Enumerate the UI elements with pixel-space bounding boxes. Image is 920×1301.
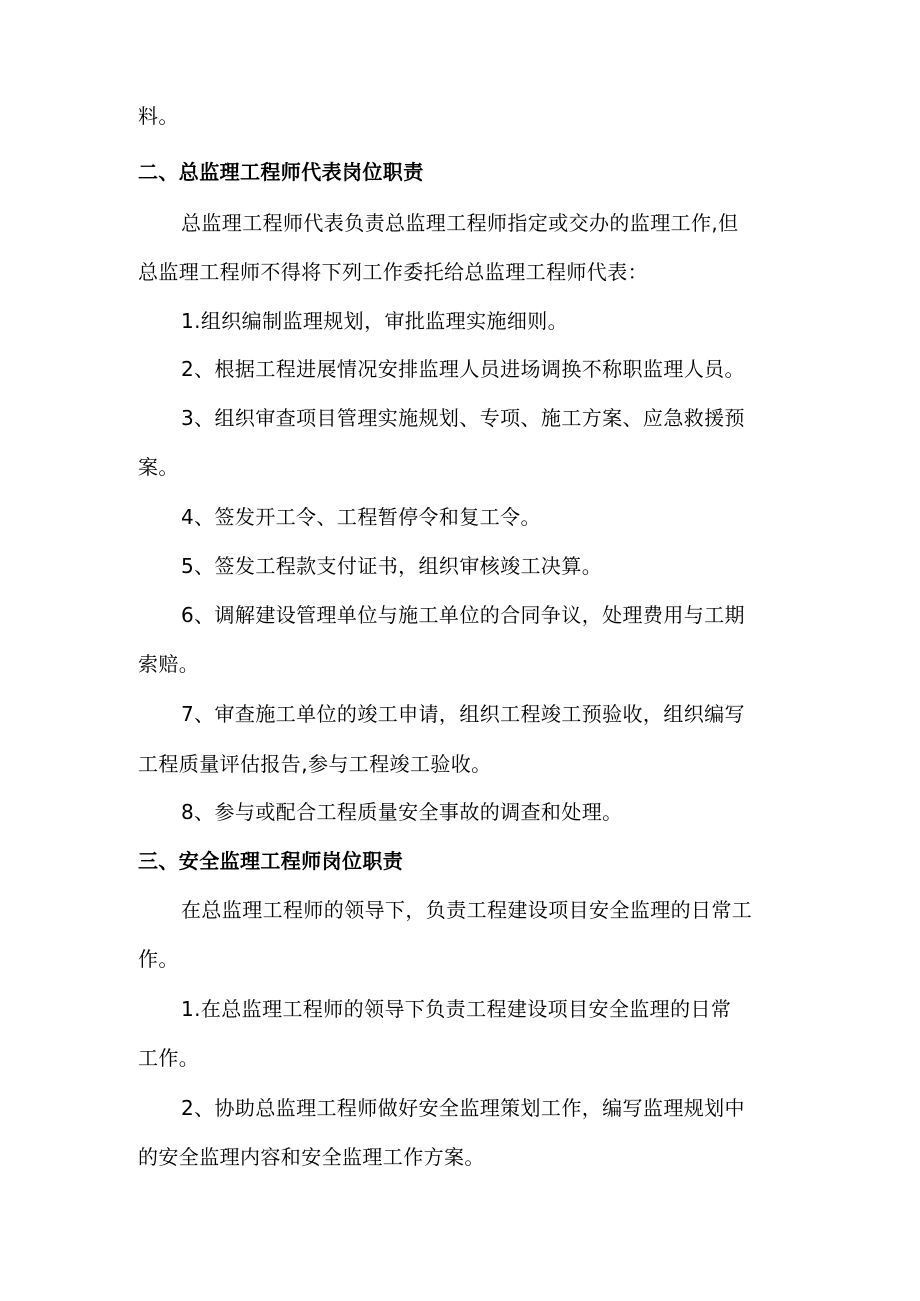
list-item: 7、审查施工单位的竣工申请，组织工程竣工预验收，组织编写: [181, 702, 745, 726]
list-item: 6、调解建设管理单位与施工单位的合同争议，处理费用与工期: [181, 603, 745, 627]
section-heading: 二、总监理工程师代表岗位职责: [138, 160, 424, 184]
list-item-continuation: 索赔。: [138, 652, 200, 676]
paragraph-line: 作。: [138, 947, 179, 971]
list-item: 2、根据工程进展情况安排监理人员进场调换不称职监理人员。: [181, 357, 745, 381]
list-item-continuation: 的安全监理内容和安全监理工作方案。: [138, 1145, 485, 1169]
paragraph-line: 总监理工程师代表负责总监理工程师指定或交办的监理工作,但: [181, 211, 739, 235]
paragraph-line: 总监理工程师不得将下列工作委托给总监理工程师代表：: [138, 260, 648, 284]
section-heading: 三、安全监理工程师岗位职责: [138, 849, 404, 873]
paragraph-line: 在总监理工程师的领导下，负责工程建设项目安全监理的日常工: [181, 898, 753, 922]
list-item-continuation: 案。: [138, 455, 179, 479]
list-item: 1.组织编制监理规划，审批监理实施细则。: [181, 309, 569, 333]
list-item-continuation: 工程质量评估报告,参与工程竣工验收。: [138, 752, 492, 776]
list-item: 5、签发工程款支付证书，组织审核竣工决算。: [181, 554, 603, 578]
list-item: 8、参与或配合工程质量安全事故的调查和处理。: [181, 800, 623, 824]
list-item: 1.在总监理工程师的领导下负责工程建设项目安全监理的日常: [181, 997, 732, 1021]
list-item: 4、签发开工令、工程暂停令和复工令。: [181, 505, 541, 529]
list-item: 3、组织审查项目管理实施规划、专项、施工方案、应急救援预: [181, 406, 745, 430]
text-line: 料。: [138, 104, 179, 128]
list-item: 2、协助总监理工程师做好安全监理策划工作，编写监理规划中: [181, 1096, 745, 1120]
list-item-continuation: 工作。: [138, 1046, 200, 1070]
